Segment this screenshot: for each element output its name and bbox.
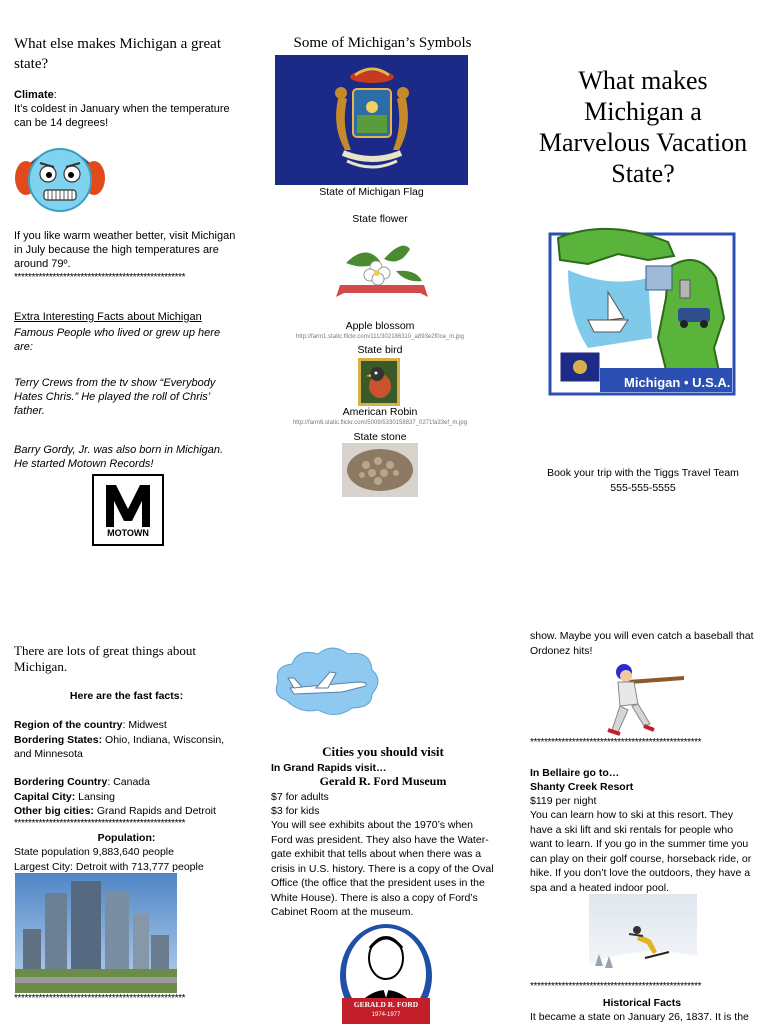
motown-logo [92,474,164,546]
apple-blossom-caption: Apple blossom [345,320,415,332]
other-cities-row [14,804,239,819]
motown-text: MOTOWN [107,528,149,538]
baseball-batter-image [598,660,688,740]
historical-facts-text: It became a state on January 26, 1837. It is the [530,1011,749,1023]
terry-crews-text: Terry Crews from the tv show “Everybody Hates Chris.” He played the roll of Chris’ father. [14,377,216,417]
michigan-flag-image [275,55,468,185]
ford-badge-name: GERALD R. FORD [353,1000,419,1009]
capital-value: Lansing [75,790,115,803]
map-label: Michigan • U.S.A. [624,375,731,390]
michigan-map-image [548,208,736,396]
facts-list [14,718,239,762]
robin-caption: American Robin [342,406,418,418]
facts-list-2 [14,775,239,819]
region-value: : Midwest [122,719,167,731]
bordering-row [14,733,239,762]
robin-image [358,358,400,406]
other-cities-label: Other big cities: [14,805,94,817]
historical-facts-heading: Historical Facts [602,997,682,1009]
other-cities-value: Grand Rapids and Detroit [93,805,216,817]
facts-heading: Extra Interesting Facts about Michigan [14,311,202,323]
separator-stars: ************************************************* [14,993,186,1004]
state-population: State population 9,883,640 people [14,846,174,858]
petoskey-stone-image [342,443,418,497]
resort-name: Shanty Creek Resort [530,781,634,793]
cold-face-icon [14,138,106,214]
brochure-title: What makes Michigan a Marvelous Vacation State? [538,66,748,188]
barry-gordy-text: Barry Gordy, Jr. was also born in Michigan. He started Motown Records! [14,444,224,470]
adult-price: $7 for adults [271,791,329,803]
cities-heading: Cities you should visit [322,744,444,759]
state-bird-label: State bird [357,344,403,356]
booking-text: Book your trip with the Tiggs Travel Team [547,467,739,479]
country-row [14,775,239,790]
capital-row [14,790,239,805]
resort-price: $119 per night [530,795,597,807]
region-label: Region of the country [14,719,123,731]
flag-caption: State of Michigan Flag [319,186,424,198]
climate-label: Climate [14,89,54,101]
bird-url: http://farm6.static.flickr.com/5009/5330158837_0271fa33ef_m.jpg [292,420,468,426]
motown-m-icon [94,479,162,529]
climate-block: Climate: It’s coldest in January when the temperature can be 14 degrees! [14,88,239,130]
museum-description: You will see exhibits about the 1970’s when Ford was president. They also have the Water-gate exhibit that tells about when there was a crisis in U.S. history. There is a copy of the Oval Office (the office that the president uses in the White House). There is also a copy of Ford’s Cabinet Room at the museum. [271,819,494,918]
bottom-intro: There are lots of great things about Michigan. [14,643,196,674]
separator-stars: ************************************************* [14,818,186,829]
bellaire-text: In Bellaire go to… [530,767,620,779]
baseball-text: show. Maybe you will even catch a baseball that Ordonez hits! [530,630,754,657]
separator-stars: ************************************************* [14,272,186,283]
famous-intro: Famous People who lived or grew up here are: [14,327,221,353]
apple-blossom-image [336,233,428,309]
warm-text: If you like warm weather better, visit Michigan in July because the high temperatures are around 79º. [14,230,236,270]
kids-price: $3 for kids [271,805,320,817]
country-value: : Canada [107,776,150,788]
flower-url: http://farm1.static.flickr.com/111/302186310_a893e2f0ce_m.jpg [296,334,464,340]
resort-description: You can learn how to ski at this resort. They have a ski lift and ski rentals for people who want to learn. If you go in the summer time you can play on their golf course, horseback ride, or hike. If you don’t love the outdoors, they have a spa and a heated indoor pool. [530,809,752,894]
separator-stars: ************************************************* [530,737,702,748]
climate-text: It’s coldest in January when the temperature can be 14 degrees! [14,103,230,129]
state-stone-label: State stone [353,431,407,443]
ford-badge-years: 1974-1977 [371,1012,401,1018]
region-row [14,718,239,733]
grand-rapids-text: In Grand Rapids visit… [271,762,387,774]
bordering-value: Ohio, Indiana, Wisconsin, and Minnesota [14,733,225,760]
detroit-skyline-image [15,873,177,993]
fast-facts-heading: Here are the fast facts: [69,690,184,702]
symbols-heading: Some of Michigan’s Symbols [293,35,472,51]
capital-label: Capital City: [14,790,76,803]
col1-heading: What else makes Michigan a great state? [14,36,221,72]
airplane-cloud-icon [272,642,380,720]
skier-image [589,894,697,980]
country-label: Bordering Country [14,776,108,788]
bordering-label: Bordering States: [14,733,103,746]
largest-city: Largest City: Detroit with 713,777 people [14,861,204,873]
ford-badge [336,918,436,1024]
phone-number: 555-555-5555 [610,482,676,494]
state-flower-label: State flower [352,213,408,225]
museum-name: Gerald R. Ford Museum [319,774,447,788]
map-illustration [548,208,736,396]
separator-stars: ************************************************* [530,981,702,992]
population-label: Population: [97,832,156,844]
